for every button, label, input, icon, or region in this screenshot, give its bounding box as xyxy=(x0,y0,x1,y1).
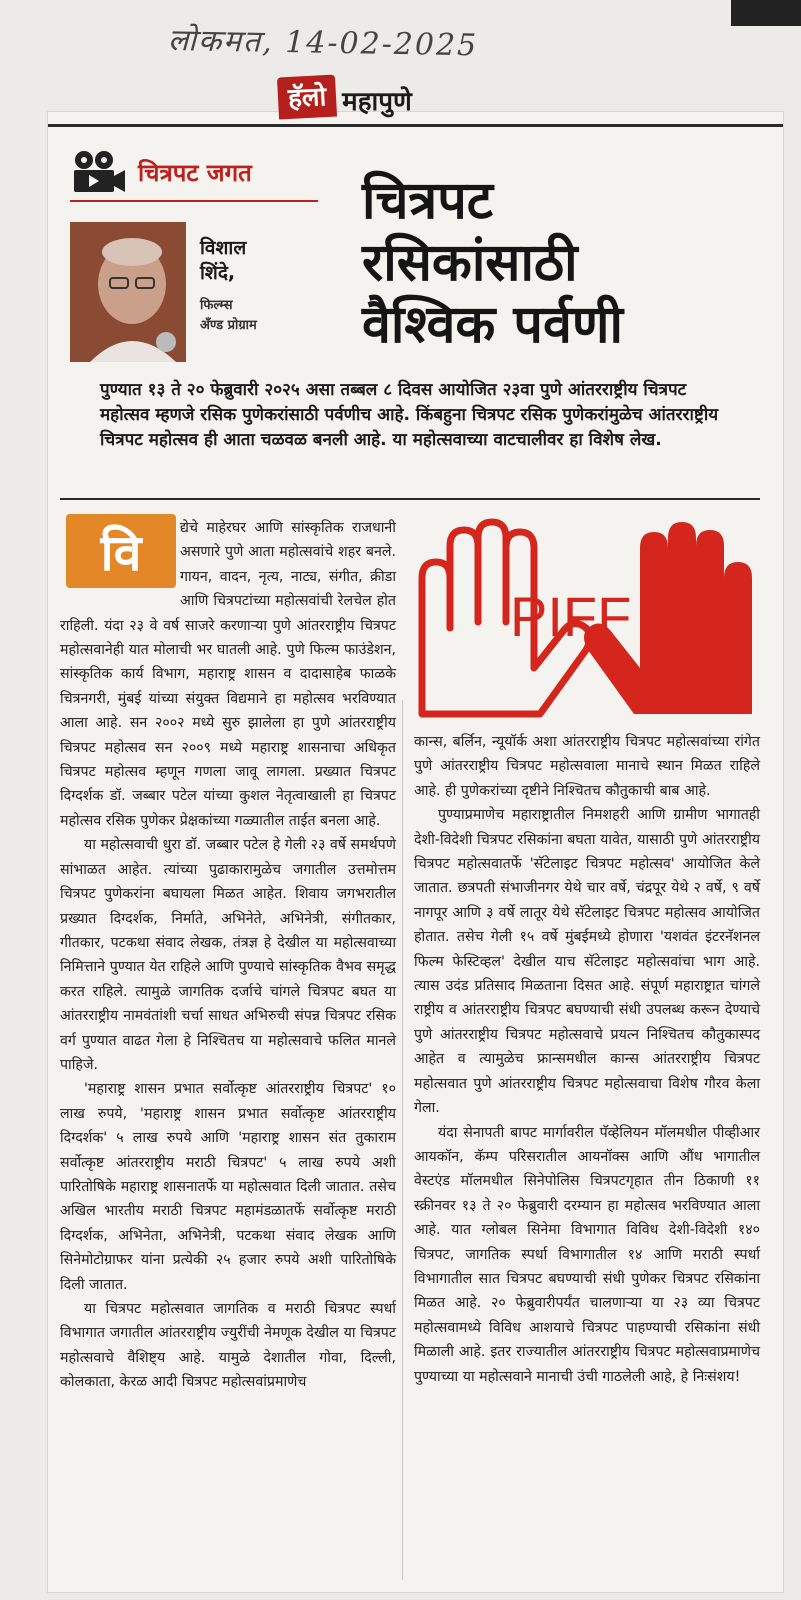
section-underline xyxy=(70,200,318,202)
headline-line2: रसिकांसाठी xyxy=(362,232,578,293)
intro-standfirst: पुण्यात १३ ते २० फेब्रुवारी २०२५ असा तब्बल ८ दिवस आयोजित २३वा पुणे आंतरराष्ट्रीय चित्रपट महोत्सव म्हणजे रसिक पुणेकरांसाठी पर्वणीच आहे. किंबहुना चित्रपट रसिक पुणेकरांमुळेच आंतरराष्ट्रीय चित्रपट महोत्सव ही आता चळवळ बनली आहे. या महोत्सवाच्या वाटचालीवर हा विशेष लेख. xyxy=(100,380,719,450)
logo-text: PIFF xyxy=(510,585,632,648)
section-label: चित्रपट जगत xyxy=(138,158,252,187)
intro-rule xyxy=(60,498,760,500)
piff-logo xyxy=(414,518,760,724)
column-divider xyxy=(402,700,403,1580)
col1-paragraph: द्येचे माहेरघर आणि सांस्कृतिक राजधानी असणारे पुणे आता महोत्सवांचे शहर बनले. गायन, वादन, नृत्य, नाट्य, संगीत, क्रीडा आणि चित्रपटांच्या महोत्सवांची रेलचेल होत राहिली. यंदा २३ वे वर्ष साजरे करणाऱ्या पुणे आंतरराष्ट्रीय चित्रपट महोत्सवानेही यात मोलाची भर घातली आहे. पुणे फिल्म फाउंडेशन, सांस्कृतिक कार्य विभाग, महाराष्ट्र शासन व दादासाहेब फाळके चित्रनगरी, मुंबई यांच्या संयुक्त विद्यमाने हा महोत्सव भरविण्यात आला आहे. सन २००२ मध्ये सुरु झालेला हा पुणे आंतरराष्ट्रीय चित्रपट महोत्सव सन २००९ मध्ये महाराष्ट्र शासनाचा अधिकृत चित्रपट महोत्सव म्हणून गणला जावू लागला. प्रख्यात चित्रपट दिग्दर्शक डॉ. जब्बार पटेल यांच्या कुशल नेतृत्वाखाली हा चित्रपट महोत्सव रसिक पुणेकर प्रेक्षकांच्या गळ्यातील ताईत बनला आहे. xyxy=(60,520,396,829)
section-header xyxy=(70,150,252,194)
author-name-line1: विशाल xyxy=(200,237,247,259)
headline-line3: वैश्विक पर्वणी xyxy=(362,294,623,355)
col2-paragraph: कान्स, बर्लिन, न्यूयॉर्क अशा आंतरराष्ट्रीय चित्रपट महोत्सवांच्या रांगेत पुणे आंतरराष्ट्रीय चित्रपट महोत्सवाला मानाचे स्थान मिळत राहिले आहे. ही पुणेकरांच्या दृष्टीने निश्चितच कौतुकाची बाब आहे. xyxy=(414,734,760,799)
author-role-line1: फिल्म्स xyxy=(200,298,233,313)
scan-edge xyxy=(731,0,801,26)
author-role-line2: अँण्ड प्रोग्राम xyxy=(200,318,257,333)
article-column-2 xyxy=(414,730,760,1389)
article-column-1 xyxy=(60,516,396,1395)
handwritten-date-note: लोकमत, 14-02-2025 xyxy=(167,22,479,64)
col1-paragraph: 'महाराष्ट्र शासन प्रभात सर्वोत्कृष्ट आंतरराष्ट्रीय चित्रपट' १० लाख रुपये, 'महाराष्ट्र शासन प्रभात सर्वोत्कृष्ट आंतरराष्ट्रीय दिग्दर्शक' ५ लाख रुपये आणि 'महाराष्ट्र शासन संत तुकाराम सर्वोत्कृष्ट आंतरराष्ट्रीय मराठी चित्रपट' ५ लाख रुपये अशी पारितोषिके महाराष्ट्र शासनातर्फे या महोत्सवात दिली जातात. तसेच अखिल भारतीय मराठी चित्रपट महामंडळातर्फे सर्वोत्कृष्ट मराठी दिग्दर्शक, अभिनेता, अभिनेत्री, पटकथा संवाद लेखक आणि सिनेमोटोग्राफर यांना प्रत्येकी २५ हजार रुपये अशी पारितोषिके दिली जातात. xyxy=(60,1081,396,1293)
headline-line1: चित्रपट xyxy=(362,170,493,231)
top-rule xyxy=(48,124,783,127)
dropcap: वि xyxy=(66,514,176,588)
col2-paragraph: पुण्याप्रमाणेच महाराष्ट्रातील निमशहरी आणि ग्रामीण भागातही देशी-विदेशी चित्रपट रसिकांना बघता यावेत, यासाठी पुणे आंतरराष्ट्रीय चित्रपट महोत्सवातर्फे 'सॅटेलाइट चित्रपट महोत्सव' आयोजित केले जातात. छत्रपती संभाजीनगर येथे चार वर्षे, चंद्रपूर येथे २ वर्षे, ९ वर्षे नागपूर आणि ३ वर्षे लातूर येथे सॅटेलाइट चित्रपट महोत्सव आयोजित होतात. तसेच गेली १५ वर्षे मुंबईमध्ये होणारा 'यशवंत इंटरनॅशनल फिल्म फेस्टिव्हल' देखील याच सॅटेलाइट महोत्सवांचा भाग आहे. त्यास उदंड प्रतिसाद मिळताना दिसत आहे. संपूर्ण महाराष्ट्रात चांगले राष्ट्रीय व आंतरराष्ट्रीय चित्रपट बघण्याची संधी उपलब्ध करून देण्याचे पुणे आंतरराष्ट्रीय चित्रपट महोत्सवाचे प्रयत्न निश्चितच कौतुकास्पद आहेत व त्यामुळेच फ्रान्समधील कान्स आंतरराष्ट्रीय चित्रपट महोत्सवात पुणे आंतरराष्ट्रीय चित्रपट महोत्सवाचा विशेष गौरव केला गेला. xyxy=(414,807,760,1117)
masthead xyxy=(278,70,412,118)
author-byline xyxy=(200,236,257,336)
col1-paragraph: या महोत्सवाची धुरा डॉ. जब्बार पटेल हे गेली २३ वर्षे समर्थपणे सांभाळत आहेत. त्यांच्या पुढाकारामुळेच जगातील उत्तमोत्तम चित्रपट पुणेकरांना बघायला मिळत आहेत. शिवाय जगभरातील प्रख्यात दिग्दर्शक, निर्माते, अभिनेते, अभिनेत्री, संगीतकार, गीतकार, पटकथा संवाद लेखक, तंत्रज्ञ हे देखील या महोत्सवाच्या निमित्ताने पुण्यात येत राहिले आणि पुण्याचे सांस्कृतिक वैभव समृद्ध करत राहिले. त्यामुळे जागतिक दर्जाचे चांगले चित्रपट बघत या आंतरराष्ट्रीय नामवंतांशी चर्चा साधत अभिरुची संपन्न चित्रपट रसिक वर्ग पुण्यात वाढत गेला हे निश्चितच या महोत्सवाचे फलित मानले पाहिजे. xyxy=(60,837,396,1073)
author-photo xyxy=(70,222,186,362)
col2-paragraph: यंदा सेनापती बापट मार्गावरील पॅव्हेलियन मॉलमधील पीव्हीआर आयकॉन, कॅम्प परिसरातील आयनॉक्स आणि औंध भागातील वेस्टएंड मॉलमधील सिनेपोलिस चित्रपटगृहात तीन ठिकाणी ११ स्क्रीनवर १३ ते २० फेब्रुवारी दरम्यान हा महोत्सव भरविण्यात आला आहे. यात ग्लोबल सिनेमा विभागात विविध देशी-विदेशी १४० चित्रपट, जागतिक स्पर्धा विभागातील १४ आणि मराठी स्पर्धा विभागातील सात चित्रपट बघण्याची संधी पुणेकर चित्रपट रसिकांना मिळत आहे. २० फेब्रुवारीपर्यंत चालणाऱ्या या २३ व्या चित्रपट महोत्सवामध्ये विविध आशयाचे चित्रपट पाहण्याची रसिकांना संधी मिळाली आहे. इतर राज्यातील आंतरराष्ट्रीय चित्रपट महोत्सवाप्रमाणेच पुण्याच्या या महोत्सवाने मानाची उंची गाठलेली आहे, हे निःसंशय! xyxy=(414,1124,760,1385)
masthead-hello: हॅलो xyxy=(277,75,337,120)
film-reel-camera-icon xyxy=(70,150,126,194)
col1-paragraph: या चित्रपट महोत्सवात जागतिक व मराठी चित्रपट स्पर्धा विभागात जगातील आंतरराष्ट्रीय ज्युरींची नेमणूक देखील या चित्रपट महोत्सवाचे वैशिष्ट्य आहे. यामुळे देशातील गोवा, दिल्ली, कोलकाता, केरळ आदी चित्रपट महोत्सवांप्रमाणेच xyxy=(60,1301,396,1391)
author-name-line2: शिंदे, xyxy=(200,262,236,284)
headline xyxy=(362,170,742,356)
masthead-city: महापुणे xyxy=(342,87,412,117)
